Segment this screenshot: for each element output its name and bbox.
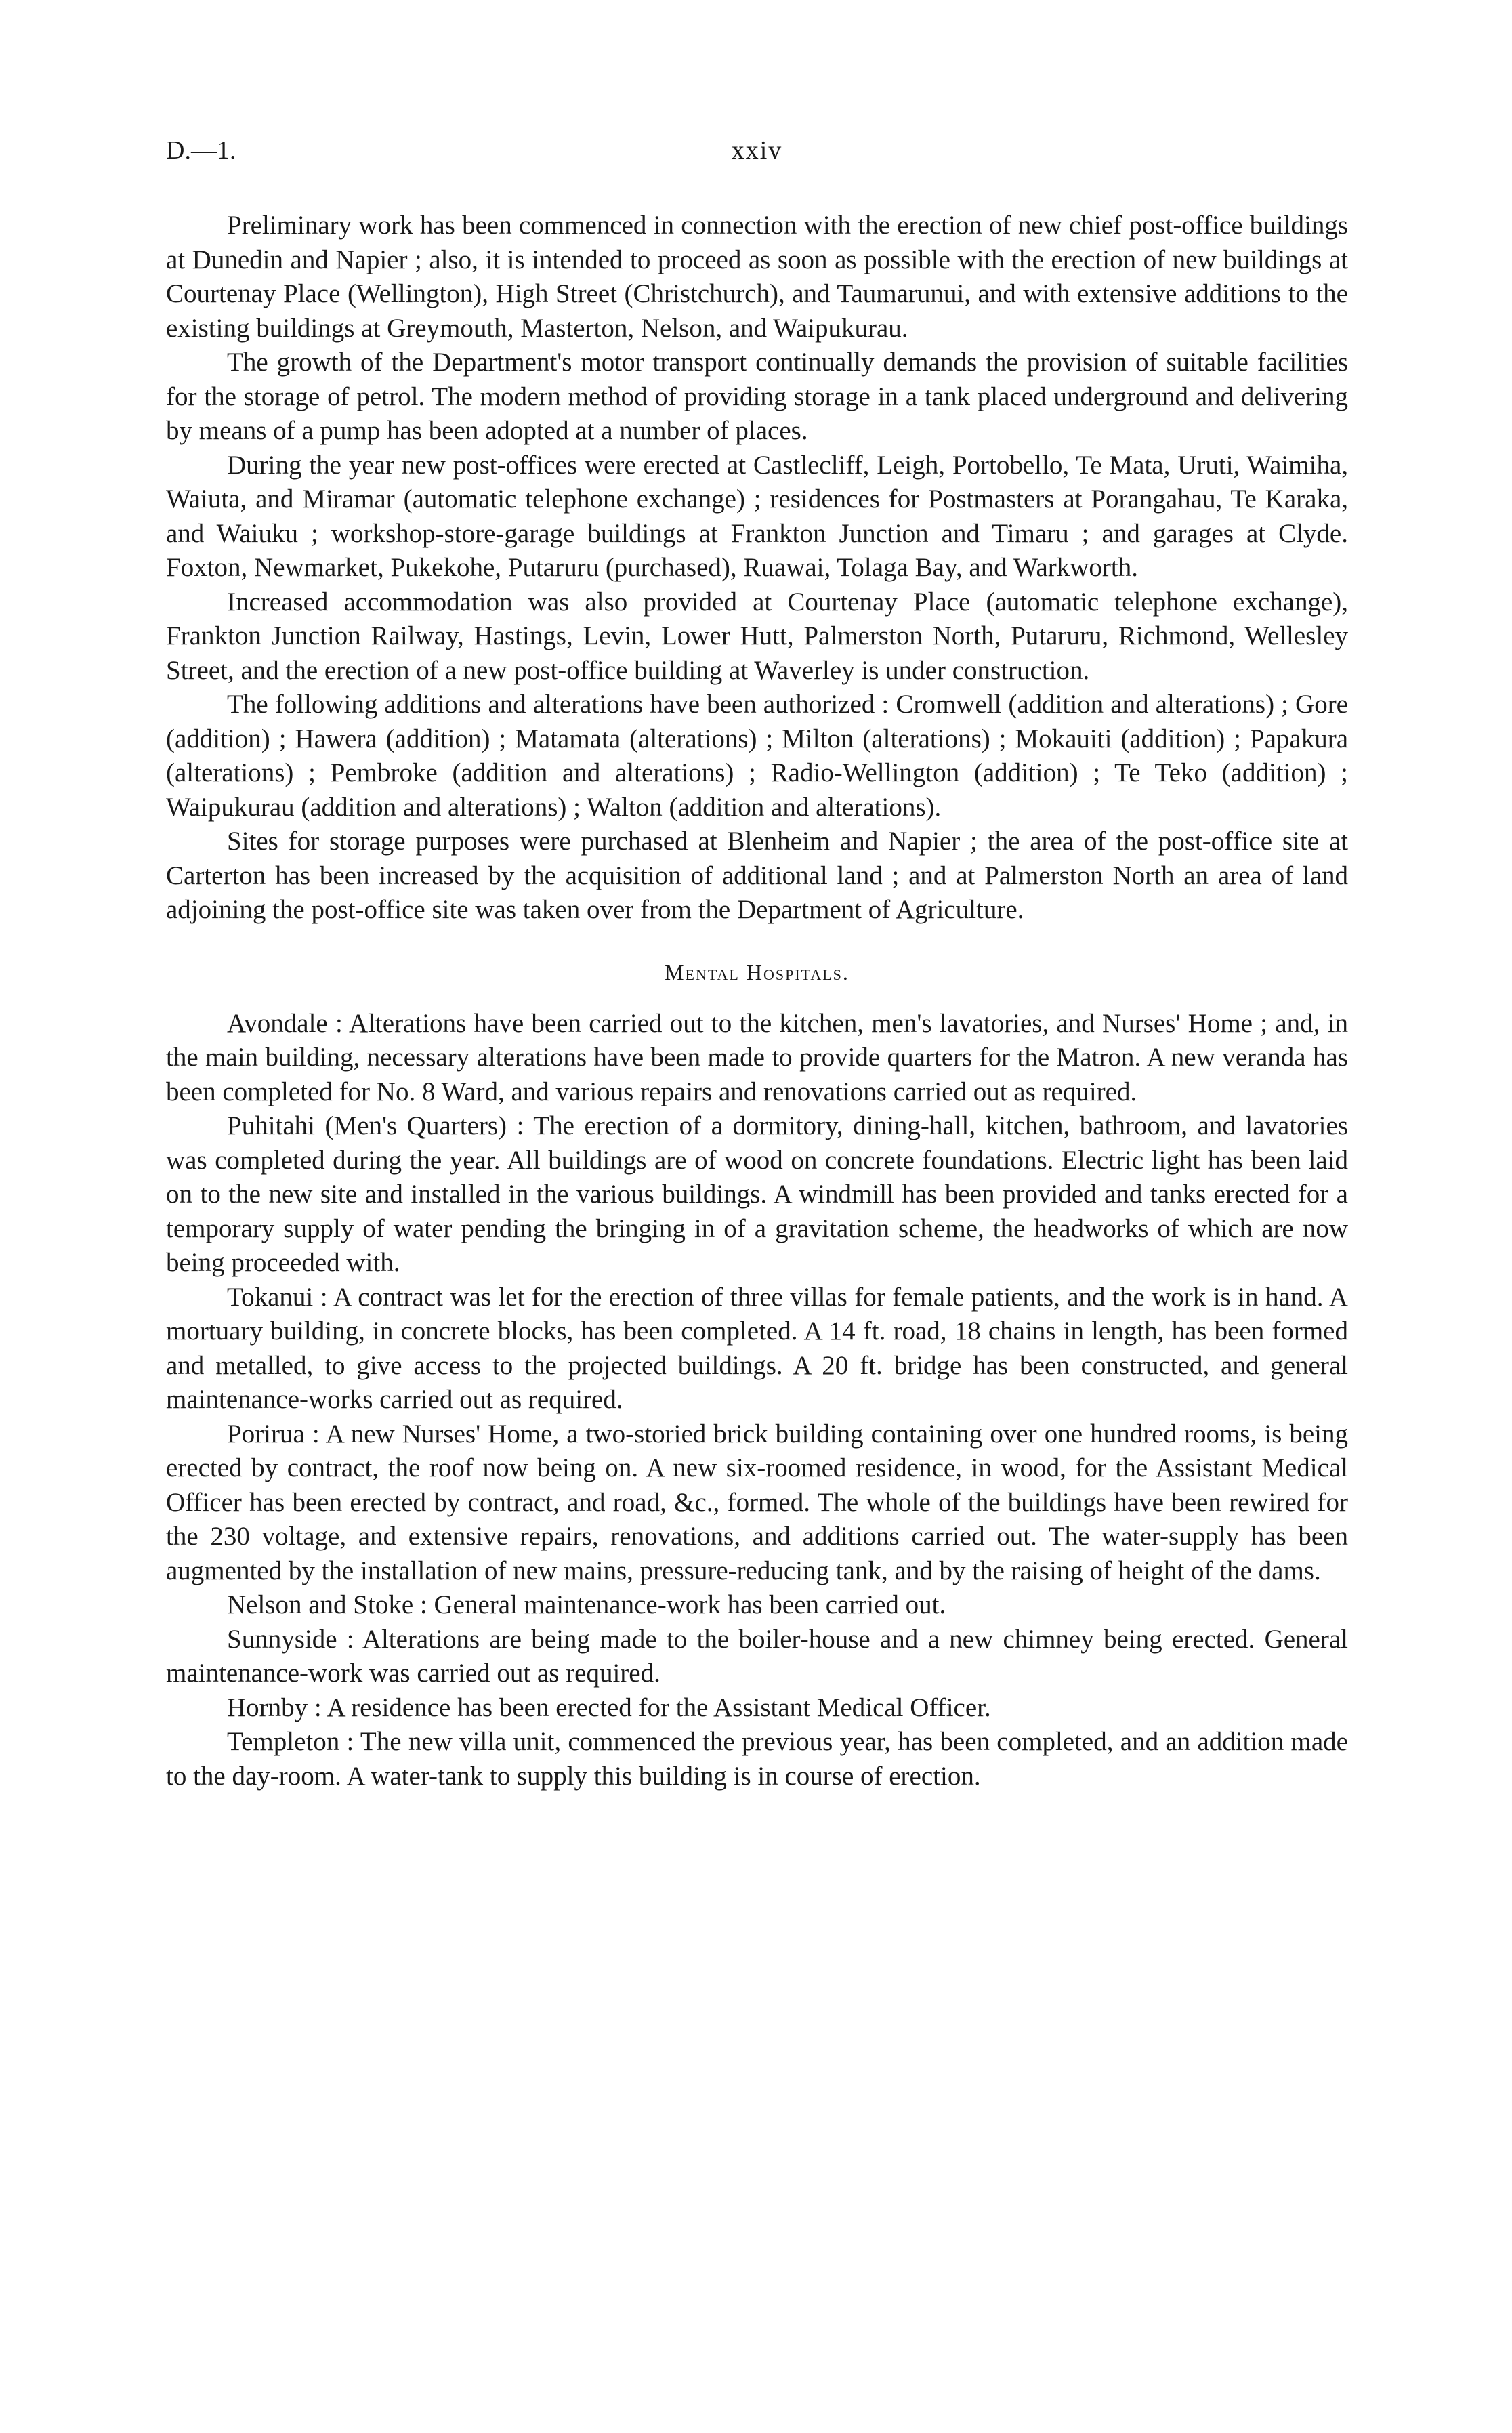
paragraph-new-post-offices: During the year new post-offices were erected at Castlecliff, Leigh, Portobello, Te Mata, Uruti, Waimiha, Waiuta, and Miramar (automatic telephone exchange) ; residences for Postmasters at Porangahau, Te Karaka, and Waiuku ; workshop-store-garage buildings at Frankton Junction and Timaru ; and garages at Clyde. Foxton, Newmarket, Pukekohe, Putaruru (purchased), Ruawai, Tolaga Bay, and Warkworth.: [166, 450, 1348, 582]
paragraph-puhitahi: Puhitahi (Men's Quarters) : The erection of a dormitory, dining-hall, kitchen, bathroom, and lavatories was completed during the year. All buildings are of wood on concrete foundations. Electric light has been laid on to the new site and installed in the various buildings. A windmill has been provided and tanks erected for a temporary supply of water pending the bringing in of a gravitation scheme, the headworks of which are now being proceeded with.: [166, 1111, 1348, 1277]
paragraph-motor-transport: The growth of the Department's motor transport continually demands the provision of suitable facilities for the storage of petrol. The modern method of providing storage in a tank placed underground and delivering by means of a pump has been adopted at a number of places.: [166, 348, 1348, 445]
paragraph-new-buildings: Preliminary work has been commenced in connection with the erection of new chief post-office buildings at Dunedin and Napier ; also, it is intended to proceed as soon as possible with the erection of new buildings at Courtenay Place (Wellington), High Street (Christchurch), and Taumarunui, and with extensive additions to the existing buildings at Greymouth, Masterton, Nelson, and Waipukurau.: [166, 211, 1348, 343]
page-number: xxiv: [731, 136, 783, 165]
document-reference: D.—1.: [166, 136, 236, 165]
paragraph-increased-accommodation: Increased accommodation was also provided at Courtenay Place (automatic telephone exchange), Frankton Junction Railway, Hastings, Levin, Lower Hutt, Palmerston North, Putaruru, Richmond, Wellesley Street, and the erection of a new post-office building at Waverley is under construction.: [166, 587, 1348, 685]
paragraph-porirua: Porirua : A new Nurses' Home, a two-storied brick building containing over one hundred rooms, is being erected by contract, the roof now being on. A new six-roomed residence, in wood, for the Assistant Medical Officer has been erected by contract, and road, &c., formed. The whole of the buildings have been rewired for the 230 voltage, and extensive repairs, renovations, and additions carried out. The water-supply has been augmented by the installation of new mains, pressure-reducing tank, and by the raising of height of the dams.: [166, 1419, 1348, 1585]
section-heading: Mental Hospitals.: [665, 959, 849, 984]
paragraph-templeton: Templeton : The new villa unit, commenced the previous year, has been completed, and an addition made to the day-room. A water-tank to supply this building is in course of erection.: [166, 1727, 1348, 1791]
paragraph-nelson-stoke: Nelson and Stoke : General maintenance-work has been carried out.: [227, 1590, 946, 1619]
paragraph-additions-authorized: The following additions and alterations have been authorized : Cromwell (addition and alterations) ; Gore (addition) ; Hawera (addition) ; Matamata (alterations) ; Milton (alterations) ; Mokauiti (addition) ; Papakura (alterations) ; Pembroke (addition and alterations) ; Radio-Wellington (addition) ; Te Teko (addition) ; Waipukurau (addition and alterations) ; Walton (addition and alterations).: [166, 690, 1348, 822]
paragraph-sunnyside: Sunnyside : Alterations are being made to the boiler-house and a new chimney being erected. General maintenance-work was carried out as required.: [166, 1624, 1348, 1688]
paragraph-avondale: Avondale : Alterations have been carried out to the kitchen, men's lavatories, and Nurses' Home ; and, in the main building, necessary alterations have been made to provide quarters for the Matron. A new veranda has been completed for No. 8 Ward, and various repairs and renovations carried out as required.: [166, 1008, 1348, 1106]
body-text: [166, 209, 1348, 1793]
paragraph-storage-sites: Sites for storage purposes were purchased at Blenheim and Napier ; the area of the post-office site at Carterton has been increased by the acquisition of additional land ; and at Palmerston North an area of land adjoining the post-office site was taken over from the Department of Agriculture.: [166, 827, 1348, 924]
paragraph-hornby: Hornby : A residence has been erected for the Assistant Medical Officer.: [227, 1692, 991, 1722]
document-page: [166, 136, 1348, 1793]
page-header: [166, 136, 1348, 176]
paragraph-tokanui: Tokanui : A contract was let for the erection of three villas for female patients, and the work is in hand. A mortuary building, in concrete blocks, has been completed. A 14 ft. road, 18 chains in length, has been formed and metalled, to give access to the projected buildings. A 20 ft. bridge has been constructed, and general maintenance-works carried out as required.: [166, 1282, 1348, 1414]
